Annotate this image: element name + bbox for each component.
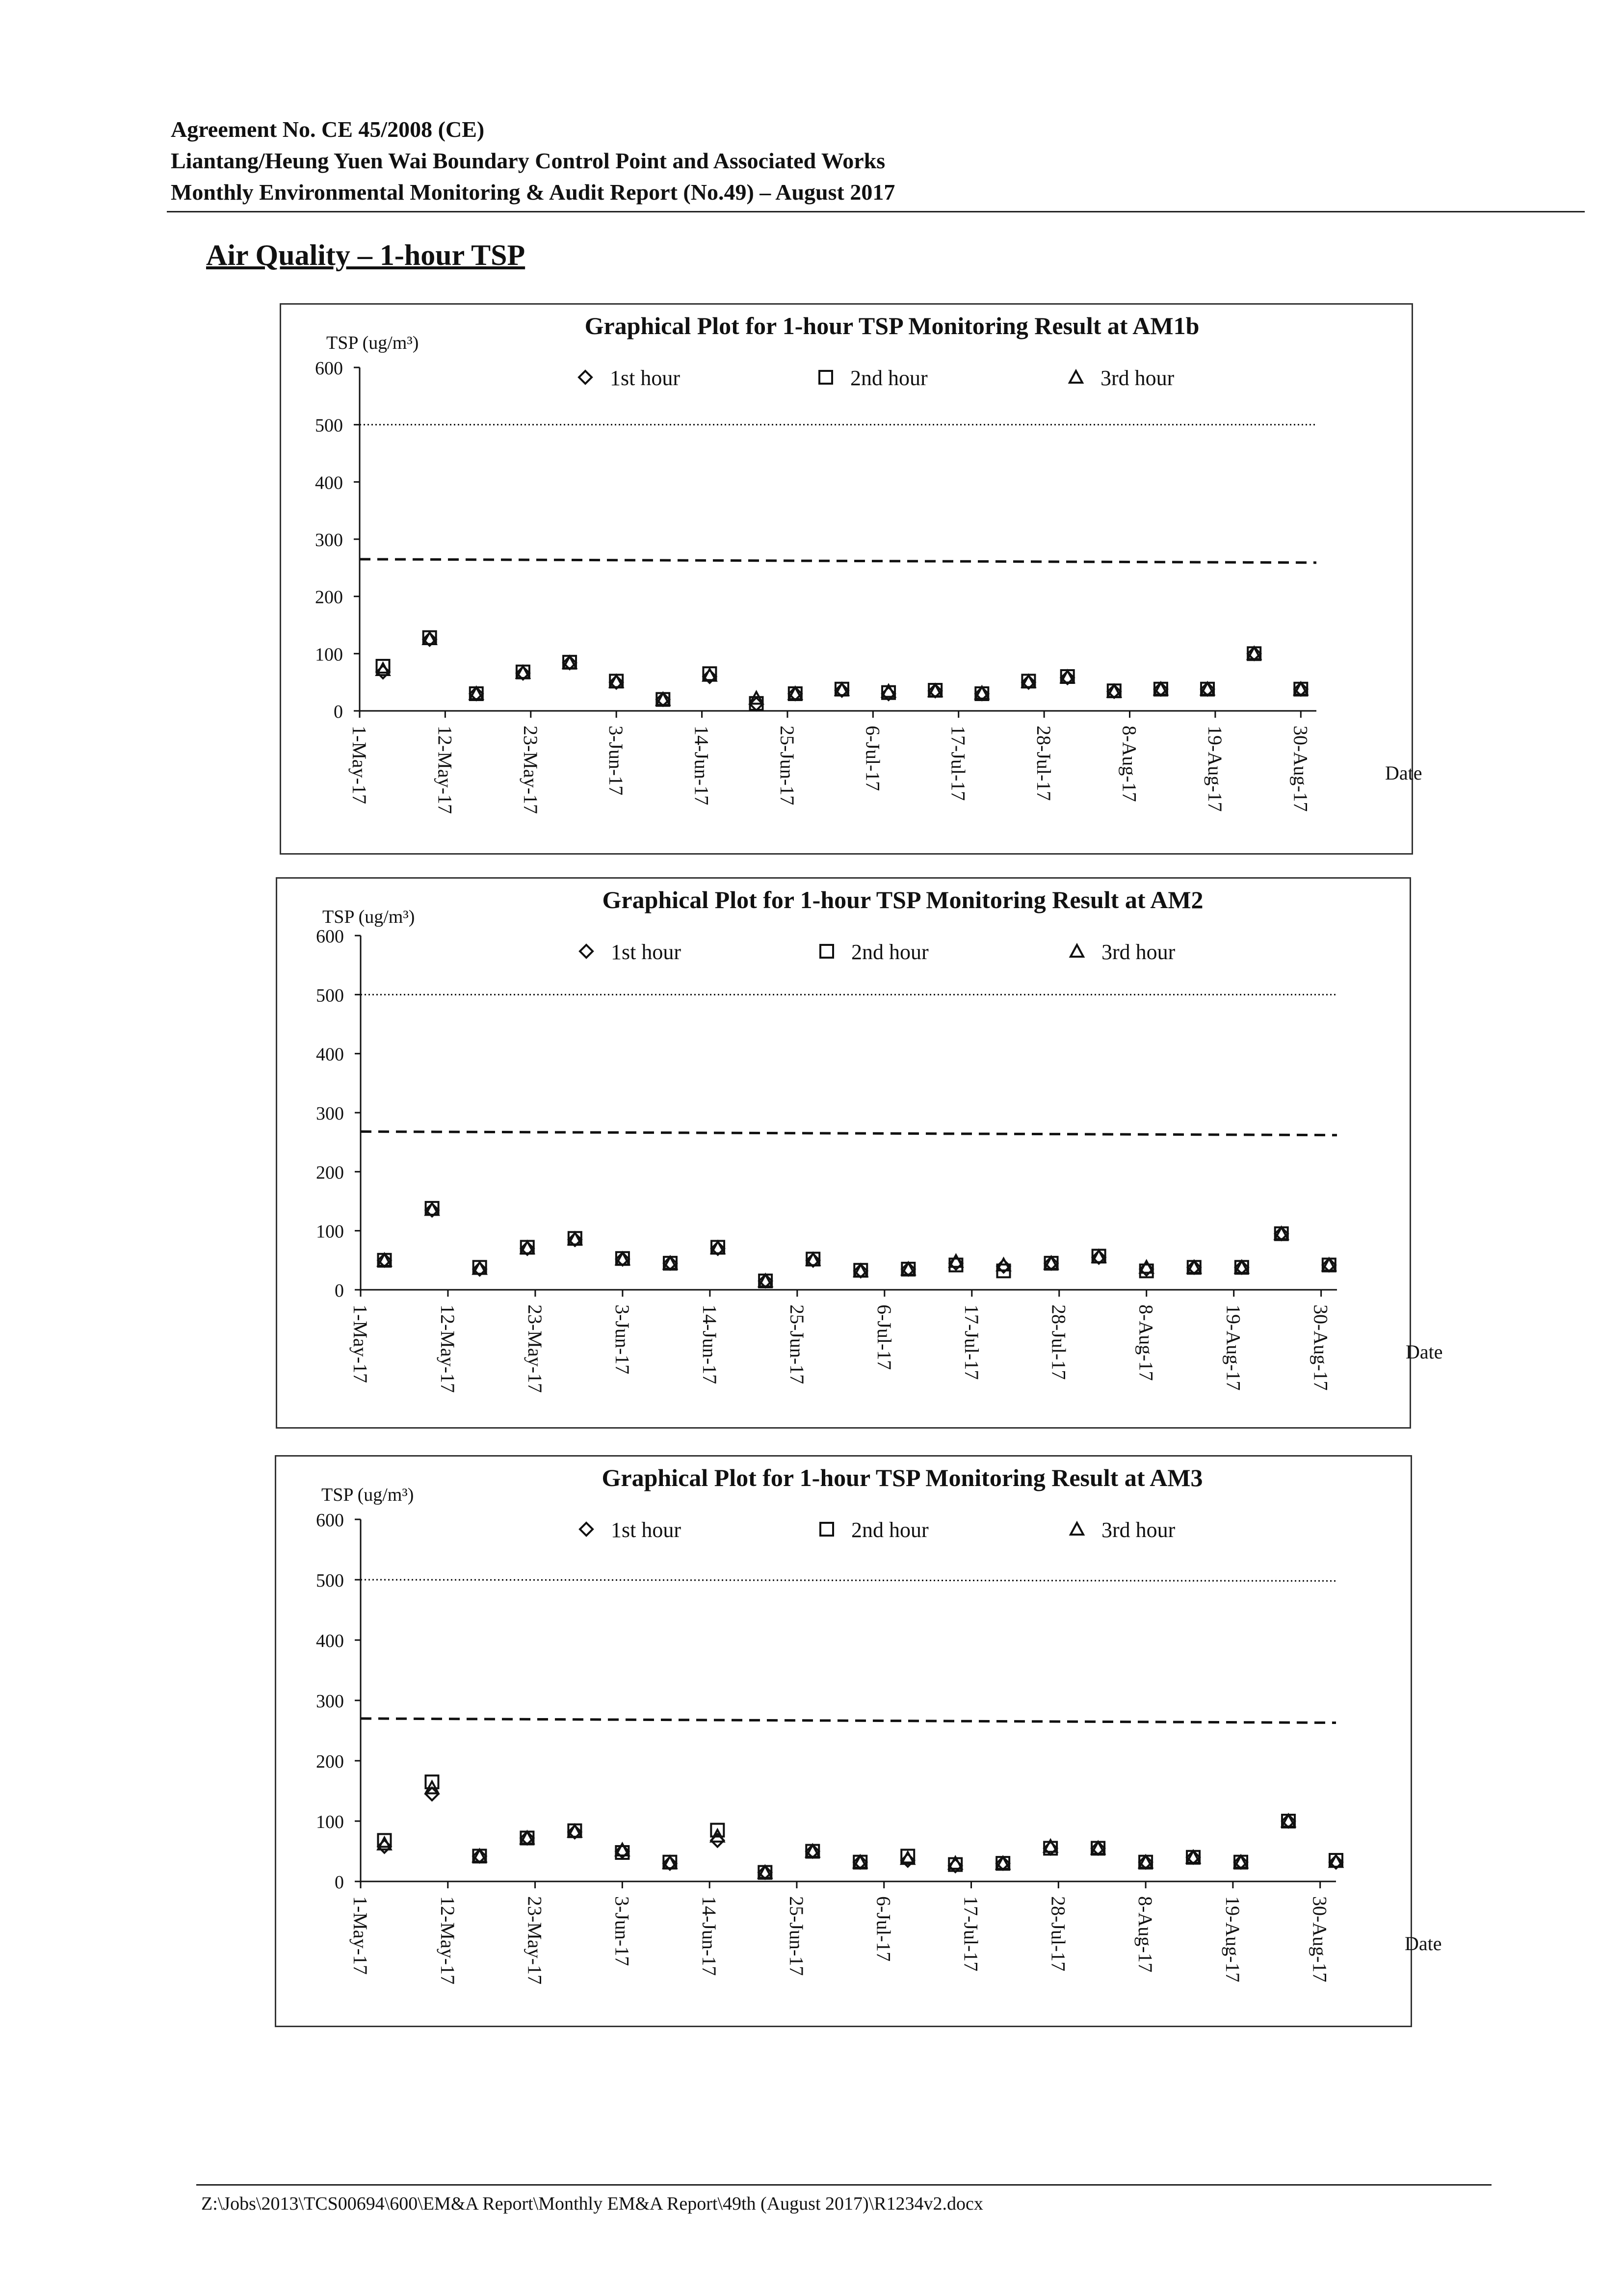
y-tick-label: 100 [316, 1812, 344, 1832]
limit-line-dashed [361, 1132, 1337, 1135]
legend-label: 2nd hour [851, 1518, 929, 1542]
x-tick-label: 25-Jun-17 [786, 1305, 808, 1384]
y-tick-label: 300 [316, 1103, 344, 1124]
x-tick-label: 23-May-17 [524, 1305, 546, 1393]
y-tick-label: 200 [316, 1162, 344, 1183]
x-tick-label: 14-Jun-17 [698, 1896, 721, 1976]
data-point-3rd-hour [1188, 1261, 1201, 1273]
legend-marker-3 [1071, 1523, 1083, 1535]
y-axis-label: TSP (ug/m³) [322, 907, 415, 927]
chart-am2 [277, 879, 1443, 1430]
footer-rule [196, 2184, 1492, 2186]
header-rule [167, 211, 1585, 212]
data-point-3rd-hour [789, 687, 802, 699]
x-tick-label: 6-Jul-17 [873, 1305, 895, 1370]
y-axis-label: TSP (ug/m³) [321, 1485, 414, 1505]
x-tick-label: 1-May-17 [349, 1896, 371, 1975]
data-point-3rd-hour [1045, 1257, 1058, 1269]
chart-title: Graphical Plot for 1-hour TSP Monitoring Result at AM3 [602, 1464, 1203, 1491]
data-point-3rd-hour [473, 1850, 486, 1861]
legend-marker-3 [1070, 371, 1082, 383]
data-point-3rd-hour [902, 1263, 915, 1275]
x-tick-label: 14-Jun-17 [698, 1305, 721, 1384]
legend-label: 1st hour [611, 1518, 681, 1542]
x-axis-label: Date [1385, 762, 1422, 784]
chart-title: Graphical Plot for 1-hour TSP Monitoring Result at AM1b [584, 312, 1200, 339]
x-tick-label: 12-May-17 [436, 1305, 459, 1393]
data-point-3rd-hour [1154, 683, 1167, 695]
chart-panel-am3 [275, 1455, 1442, 2027]
x-tick-label: 19-Aug-17 [1222, 1305, 1245, 1391]
data-point-3rd-hour [664, 1257, 677, 1269]
data-point-3rd-hour [854, 1856, 866, 1868]
agreement-number: Agreement No. CE 45/2008 (CE) [171, 117, 485, 142]
legend-label: 3rd hour [1100, 366, 1175, 390]
chart-panel-am2 [276, 877, 1443, 1429]
y-tick-label: 500 [315, 415, 343, 436]
y-tick-label: 200 [316, 1751, 344, 1772]
project-title: Liantang/Heung Yuen Wai Boundary Control Point and Associated Works [171, 148, 886, 173]
x-tick-label: 17-Jul-17 [960, 1896, 982, 1972]
y-tick-label: 0 [335, 1280, 344, 1301]
legend-marker-2 [820, 1523, 833, 1536]
section-title: Air Quality – 1-hour TSP [206, 239, 525, 271]
data-point-3rd-hour [656, 693, 669, 705]
legend-label: 2nd hour [850, 366, 928, 390]
x-tick-label: 3-Jun-17 [611, 1896, 633, 1966]
data-point-3rd-hour [1139, 1856, 1152, 1868]
x-axis-label: Date [1405, 1932, 1442, 1955]
x-tick-label: 14-Jun-17 [690, 726, 713, 806]
legend-marker-2 [819, 371, 832, 384]
data-point-3rd-hour [996, 1857, 1009, 1869]
legend-marker-2 [820, 945, 833, 958]
chart-am3 [276, 1457, 1442, 2029]
y-tick-label: 100 [315, 644, 343, 665]
x-tick-label: 12-May-17 [434, 726, 456, 814]
x-tick-label: 17-Jul-17 [960, 1305, 983, 1380]
x-tick-label: 1-May-17 [349, 1305, 371, 1383]
data-point-3rd-hour [1187, 1851, 1200, 1863]
y-tick-label: 300 [315, 530, 343, 550]
chart-panel-am1b [280, 303, 1422, 855]
x-tick-label: 30-Aug-17 [1310, 1305, 1332, 1391]
x-tick-label: 8-Aug-17 [1135, 1305, 1157, 1381]
data-point-3rd-hour [1248, 647, 1260, 659]
x-tick-label: 8-Aug-17 [1118, 726, 1141, 802]
x-tick-label: 3-Jun-17 [605, 726, 628, 796]
legend-label: 3rd hour [1101, 1518, 1176, 1542]
data-point-3rd-hour [1323, 1258, 1336, 1270]
x-tick-label: 19-Aug-17 [1221, 1896, 1244, 1983]
x-tick-label: 25-Jun-17 [776, 726, 798, 806]
x-tick-label: 23-May-17 [524, 1896, 546, 1984]
legend-marker-1 [580, 945, 593, 958]
y-tick-label: 500 [316, 985, 344, 1006]
data-point-3rd-hour [616, 1252, 629, 1264]
x-tick-label: 3-Jun-17 [611, 1305, 633, 1375]
data-point-3rd-hour [1275, 1227, 1288, 1239]
report-title: Monthly Environmental Monitoring & Audit Report (No.49) – August 2017 [171, 180, 895, 205]
y-tick-label: 100 [316, 1221, 344, 1242]
x-tick-label: 23-May-17 [519, 726, 542, 814]
x-tick-label: 6-Jul-17 [872, 1896, 895, 1962]
data-point-3rd-hour [1108, 685, 1121, 697]
x-tick-label: 30-Aug-17 [1309, 1896, 1331, 1983]
data-point-3rd-hour [1294, 683, 1307, 695]
data-point-3rd-hour [759, 1275, 772, 1286]
y-tick-label: 0 [335, 1872, 344, 1893]
chart-am1b [281, 305, 1422, 856]
y-tick-label: 300 [316, 1691, 344, 1712]
y-tick-label: 600 [315, 358, 343, 379]
x-tick-label: 25-Jun-17 [785, 1896, 808, 1976]
x-tick-label: 17-Jul-17 [947, 726, 969, 801]
y-tick-label: 600 [316, 1510, 344, 1531]
legend-label: 2nd hour [851, 940, 929, 964]
y-tick-label: 400 [315, 472, 343, 494]
data-point-3rd-hour [929, 684, 942, 696]
y-tick-label: 200 [315, 587, 343, 608]
data-point-3rd-hour [806, 1845, 819, 1857]
limit-line-dashed [361, 1719, 1336, 1723]
data-point-3rd-hour [378, 1254, 391, 1266]
legend-marker-1 [580, 1523, 593, 1536]
data-point-3rd-hour [1234, 1856, 1247, 1868]
x-tick-label: 28-Jul-17 [1048, 1305, 1070, 1380]
data-point-3rd-hour [563, 656, 576, 668]
y-tick-label: 400 [316, 1631, 344, 1651]
x-tick-label: 30-Aug-17 [1289, 726, 1312, 812]
x-tick-label: 8-Aug-17 [1134, 1896, 1157, 1973]
data-point-3rd-hour [1282, 1815, 1295, 1826]
x-tick-label: 28-Jul-17 [1033, 726, 1055, 801]
footer-file-path: Z:\Jobs\2013\TCS00694\600\EM&A Report\Monthly EM&A Report\49th (August 2017)\R1234v2.docx [201, 2193, 983, 2214]
limit-line-dashed [360, 559, 1316, 563]
data-point-3rd-hour [854, 1264, 867, 1276]
x-tick-label: 6-Jul-17 [862, 726, 884, 791]
x-tick-label: 19-Aug-17 [1204, 726, 1226, 812]
legend-label: 3rd hour [1101, 940, 1176, 964]
x-tick-label: 28-Jul-17 [1047, 1896, 1070, 1972]
limit-line-dotted [361, 1580, 1336, 1581]
data-point-3rd-hour [470, 687, 483, 699]
data-point-3rd-hour [1092, 1842, 1104, 1853]
y-tick-label: 400 [316, 1044, 344, 1065]
data-point-3rd-hour [1201, 683, 1214, 695]
y-tick-label: 0 [334, 702, 343, 722]
y-tick-label: 500 [316, 1570, 344, 1591]
legend-label: 1st hour [610, 366, 680, 390]
data-point-3rd-hour [521, 1831, 533, 1843]
x-tick-label: 1-May-17 [348, 726, 370, 804]
data-point-3rd-hour [759, 1866, 771, 1878]
data-point-3rd-hour [1235, 1261, 1248, 1273]
legend-marker-3 [1071, 945, 1083, 957]
legend-label: 1st hour [611, 940, 681, 964]
legend-marker-1 [579, 371, 592, 384]
x-axis-label: Date [1406, 1341, 1443, 1363]
y-axis-label: TSP (ug/m³) [326, 333, 419, 353]
chart-title: Graphical Plot for 1-hour TSP Monitoring Result at AM2 [602, 886, 1204, 913]
x-tick-label: 12-May-17 [436, 1896, 459, 1984]
y-tick-label: 600 [316, 926, 344, 947]
